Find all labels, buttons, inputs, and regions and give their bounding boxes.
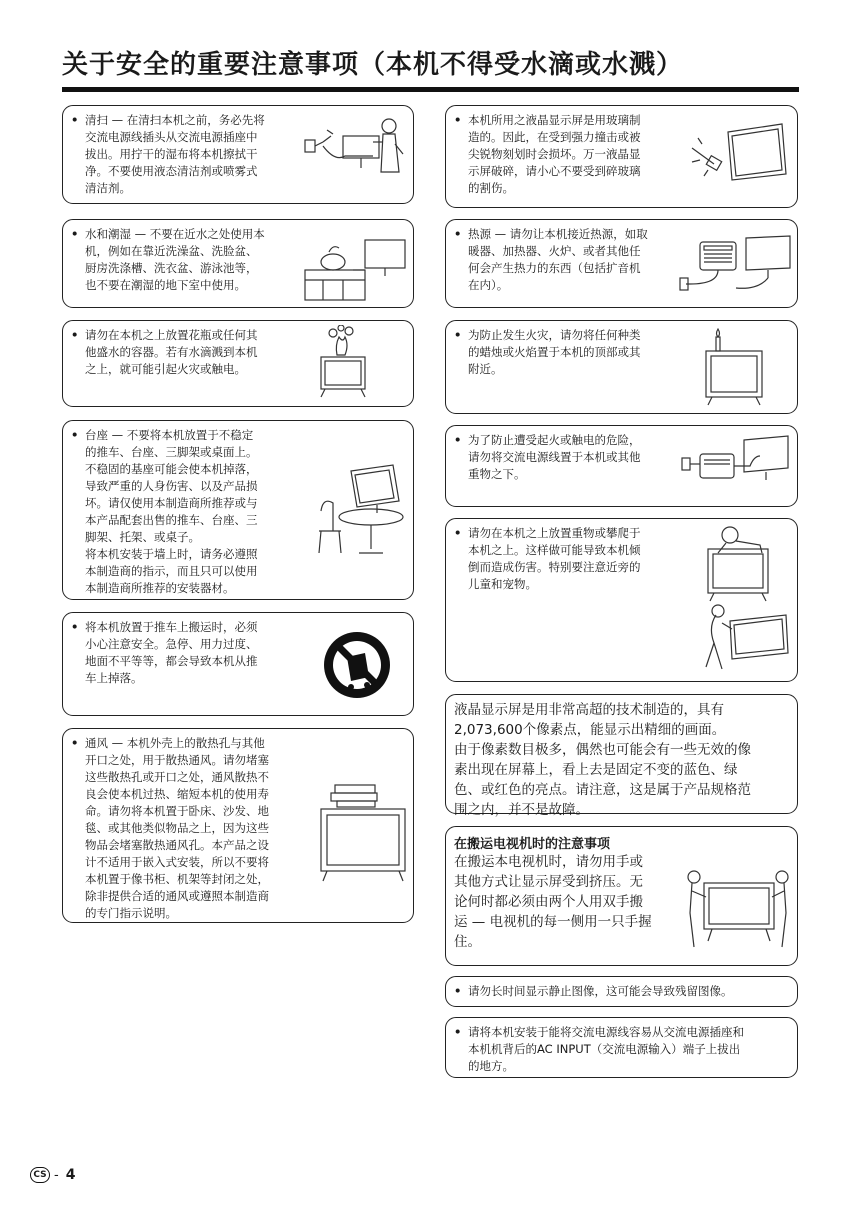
cart-warning-icon bbox=[321, 627, 393, 703]
notice-text: 本机所用之液晶显示屏是用玻璃制 造的。因此，在受到强力撞击或被 尖锐物刻划时会损坏。万一液晶显 示屏破碎，请小心不要受到碎玻璃 的割伤。 bbox=[468, 113, 641, 195]
notice-cleaning bbox=[62, 105, 414, 204]
bullet: • bbox=[454, 113, 462, 127]
kitchen-sink-illustration bbox=[303, 230, 409, 302]
transport-heading: 在搬运电视机时的注意事项 bbox=[454, 837, 611, 852]
page-number: 4 bbox=[65, 1167, 76, 1183]
notice-text: 水和潮湿 — 不要在近水之处使用本 机，例如在靠近洗澡盆、洗脸盆、 厨房洗涤槽、洗衣盆、游泳池等， 也不要在潮湿的地下室中使用。 bbox=[85, 227, 265, 292]
tv-in-cabinet-illustration bbox=[315, 781, 411, 885]
notice-ac-input bbox=[445, 1017, 798, 1078]
notice-glass bbox=[445, 105, 798, 208]
notice-text: 热源 — 请勿让本机接近热源，如取 暖器、加热器、火炉、或者其他任 何会产生热力的东西（包括扩音机 在内）。 bbox=[468, 227, 648, 292]
notice-text: 为了防止遭受起火或触电的危险， 请勿将交流电源线置于本机或其他 重物之下。 bbox=[468, 433, 641, 481]
bullet: • bbox=[454, 328, 462, 342]
notice-cord bbox=[445, 425, 798, 507]
notice-ventilation bbox=[62, 728, 414, 923]
heater-near-tv-illustration bbox=[678, 228, 794, 302]
notice-text: 台座 — 不要将本机放置于不稳定 的推车、台座、三脚架或桌面上。 不稳固的基座可能会使本机掉落， 导致严重的人身伤害、以及产品损 坏。请仅使用本制造商所推荐或与 本产品配套出售的推车、台座、三 脚架、托架、或桌子。 将本机安装于墙上时，请务必遵照 本制造商的指示，而且只可以使用 本制造商所推荐的安装器材。 bbox=[85, 428, 258, 595]
notice-stand bbox=[62, 420, 414, 600]
child-and-dog-climbing-illustration bbox=[700, 523, 794, 675]
bullet: • bbox=[71, 113, 79, 127]
bullet: • bbox=[454, 526, 462, 540]
language-badge: CS bbox=[30, 1167, 50, 1183]
candle-on-tv-illustration bbox=[704, 327, 764, 407]
pixel-note-text: 液晶显示屏是用非常高超的技术制造的，具有 2,073,600个像素点，能显示出精细的画面。 由于像素数目极多，偶然也可能会有一些无效的像 素出现在屏幕上，看上去是固定不变的蓝色、绿 色、或红色的亮点。请注意，这是属于产品规格范 围之内，并不是故障。 bbox=[454, 702, 751, 818]
unplug-cleaning-illustration bbox=[303, 112, 409, 198]
vase-on-tv-illustration bbox=[315, 325, 371, 401]
notice-transport bbox=[445, 826, 798, 966]
notice-text: 请勿在本机之上放置重物或攀爬于 本机之上。这样做可能导致本机倾 倒而造成伤害。特别要注意近旁的 儿童和宠物。 bbox=[468, 526, 641, 591]
notice-text: 将本机放置于推车上搬运时，必须 小心注意安全。急停、用力过度、 地面不平等等，都会导致本机从推 车上掉落。 bbox=[85, 620, 258, 685]
page-title: 关于安全的重要注意事项（本机不得受水滴或水溅） bbox=[62, 50, 684, 80]
bullet: • bbox=[71, 227, 79, 241]
bullet: • bbox=[71, 736, 79, 750]
cord-under-device-illustration bbox=[680, 432, 792, 500]
notice-text: 清扫 — 在清扫本机之前，务必先将 交流电源线插头从交流电源插座中 拔出。用拧干的湿布将本机擦拭干 净。不要使用液态清洁剂或喷雾式 清洁剂。 bbox=[85, 113, 265, 195]
bullet: • bbox=[71, 620, 79, 634]
bullet: • bbox=[454, 1025, 462, 1039]
tv-on-table-illustration bbox=[301, 461, 409, 557]
bullet: • bbox=[454, 227, 462, 241]
notice-text: 为防止发生火灾，请勿将任何种类 的蜡烛或火焰置于本机的顶部或其 附近。 bbox=[468, 328, 641, 376]
notice-text: 请勿在本机之上放置花瓶或任何其 他盛水的容器。若有水滴溅到本机 之上，就可能引起火灾或触电。 bbox=[85, 328, 258, 376]
notice-cart bbox=[62, 612, 414, 716]
transport-text: 在搬运本电视机时，请勿用手或 其他方式让显示屏受到挤压。无 论何时都必须由两个人用双手搬 运 — 电视机的每一侧用一只手握 住。 bbox=[454, 854, 652, 950]
bullet: • bbox=[71, 428, 79, 442]
two-people-carrying-tv-illustration bbox=[684, 867, 792, 951]
notice-climb bbox=[445, 518, 798, 682]
notice-heat bbox=[445, 219, 798, 308]
notice-text: 请将本机安装于能将交流电源线容易从交流电源插座和 本机机背后的AC INPUT（交流电源输入）端子上拔出 的地方。 bbox=[468, 1025, 744, 1073]
notice-text: 通风 — 本机外壳上的散热孔与其他 开口之处，用于散热通风。请勿堵塞 这些散热孔或开口之处，通风散热不 良会使本机过热、缩短本机的使用寿 命。请勿将本机置于卧床、沙发、地 毯、或其他类似物品之上，因为这些 物品会堵塞散热通风孔。本产品之设 计不适用于嵌入式安装，所以不要将 本机置于像书柜、机架等封闭之处， 除非提供合适的通风或遵照本制造商 的专门指示说明。 bbox=[85, 736, 269, 920]
notice-vase bbox=[62, 320, 414, 407]
bullet: • bbox=[71, 328, 79, 342]
title-rule bbox=[62, 87, 799, 92]
page-separator: - bbox=[54, 1167, 59, 1183]
bullet: • bbox=[454, 984, 462, 998]
notice-water bbox=[62, 219, 414, 308]
notice-still-image bbox=[445, 976, 798, 1007]
page-footer bbox=[30, 1167, 75, 1183]
notice-text: 请勿长时间显示静止图像，这可能会导致残留图像。 bbox=[468, 984, 733, 998]
hammer-screen-illustration bbox=[684, 118, 792, 198]
bullet: • bbox=[454, 433, 462, 447]
notice-candle bbox=[445, 320, 798, 414]
notice-pixels bbox=[445, 694, 798, 818]
